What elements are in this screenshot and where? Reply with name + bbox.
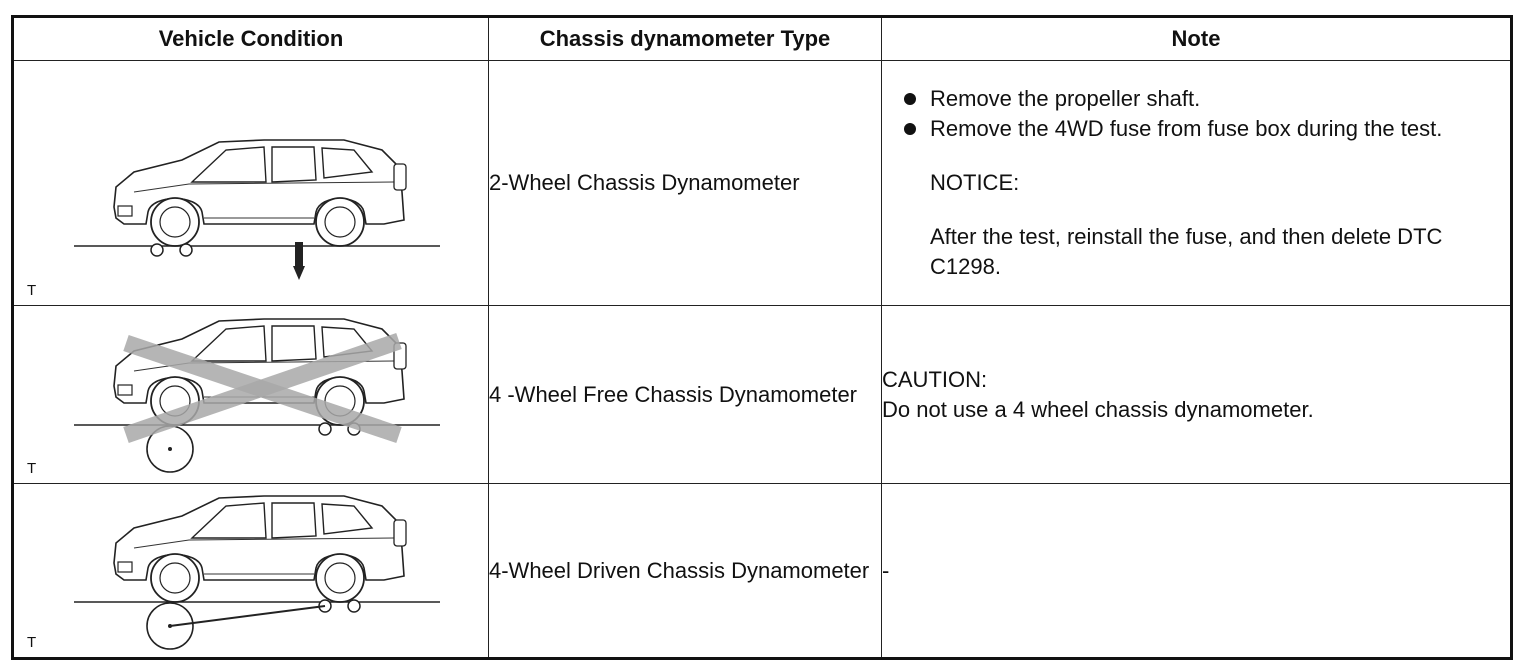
table-row: [13, 306, 1512, 484]
note-text: -: [882, 557, 890, 583]
figure-code: T: [27, 634, 37, 651]
figure-code: T: [27, 282, 37, 299]
suv-on-4-wheel-driven-dyno-icon: [14, 484, 490, 657]
dyno-type: 2-Wheel Chassis Dynamometer: [489, 61, 882, 306]
note-cell: [882, 61, 1512, 306]
dyno-type: 4-Wheel Driven Chassis Dynamometer: [489, 484, 882, 659]
note-bullet: Remove the propeller shaft.: [882, 84, 1510, 114]
dyno-type: 4 -Wheel Free Chassis Dynamometer: [489, 306, 882, 484]
vehicle-image-cell: [13, 306, 489, 484]
dynamometer-table: [11, 15, 1513, 660]
suv-on-2-wheel-dyno-with-jack-icon: [14, 62, 490, 305]
caution-text: Do not use a 4 wheel chassis dynamometer.: [882, 396, 1314, 422]
caution-label: CAUTION:: [882, 366, 988, 392]
notice-text: After the test, reinstall the fuse, and then delete DTC C1298.: [930, 224, 1443, 279]
notice-label: NOTICE:: [930, 170, 1020, 195]
vehicle-image-cell: [13, 61, 489, 306]
note-cell: [882, 306, 1512, 484]
vehicle-image-cell: [13, 484, 489, 659]
figure-code: T: [27, 460, 37, 477]
suv-on-4-wheel-free-dyno-crossed-out-icon: [14, 307, 490, 483]
note-cell: [882, 484, 1512, 659]
header-note: Note: [882, 17, 1512, 61]
header-dynamometer-type: Chassis dynamometer Type: [489, 17, 882, 61]
note-bullet: Remove the 4WD fuse from fuse box during the test.: [882, 114, 1510, 144]
table-row: [13, 484, 1512, 659]
header-vehicle-condition: Vehicle Condition: [13, 17, 489, 61]
table-row: [13, 61, 1512, 306]
header-row: [13, 17, 1512, 61]
